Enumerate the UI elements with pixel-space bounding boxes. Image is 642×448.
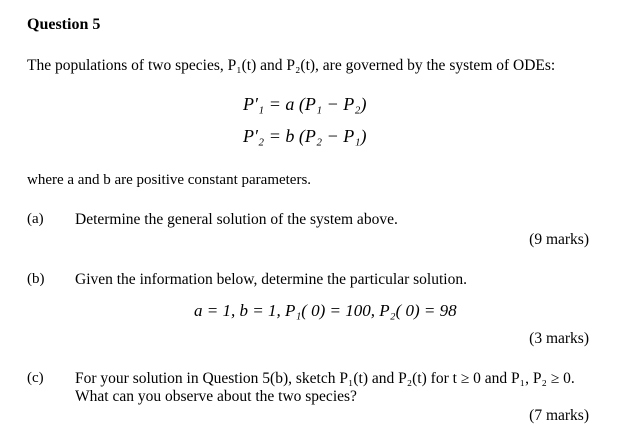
- ode-equation-2: P′₂ = b (P₂ − P₁): [243, 126, 367, 146]
- part-c-label: (c): [27, 370, 44, 386]
- question-intro: The populations of two species, P₁(t) and P₂(t), are governed by the system of ODEs:: [27, 57, 556, 74]
- part-c-text-line-1: For your solution in Question 5(b), sketch P₁(t) and P₂(t) for t ≥ 0 and P₁, P₂ ≥ 0.: [75, 370, 575, 387]
- part-a-marks: (9 marks): [529, 231, 589, 248]
- parameter-note: where a and b are positive constant parameters.: [27, 172, 312, 188]
- part-c-text-line-2: What can you observe about the two species?: [75, 388, 357, 405]
- question-heading: Question 5: [27, 16, 101, 33]
- part-b-marks: (3 marks): [529, 330, 589, 347]
- initial-conditions: a = 1, b = 1, P₁( 0) = 100, P₂( 0) = 98: [194, 301, 457, 320]
- part-b-label: (b): [27, 271, 45, 287]
- part-a-text: Determine the general solution of the system above.: [75, 211, 398, 228]
- part-b-text: Given the information below, determine the particular solution.: [75, 271, 467, 288]
- part-a-label: (a): [27, 211, 44, 227]
- part-c-marks: (7 marks): [529, 407, 589, 424]
- ode-equation-1: P′₁ = a (P₁ − P₂): [243, 94, 367, 114]
